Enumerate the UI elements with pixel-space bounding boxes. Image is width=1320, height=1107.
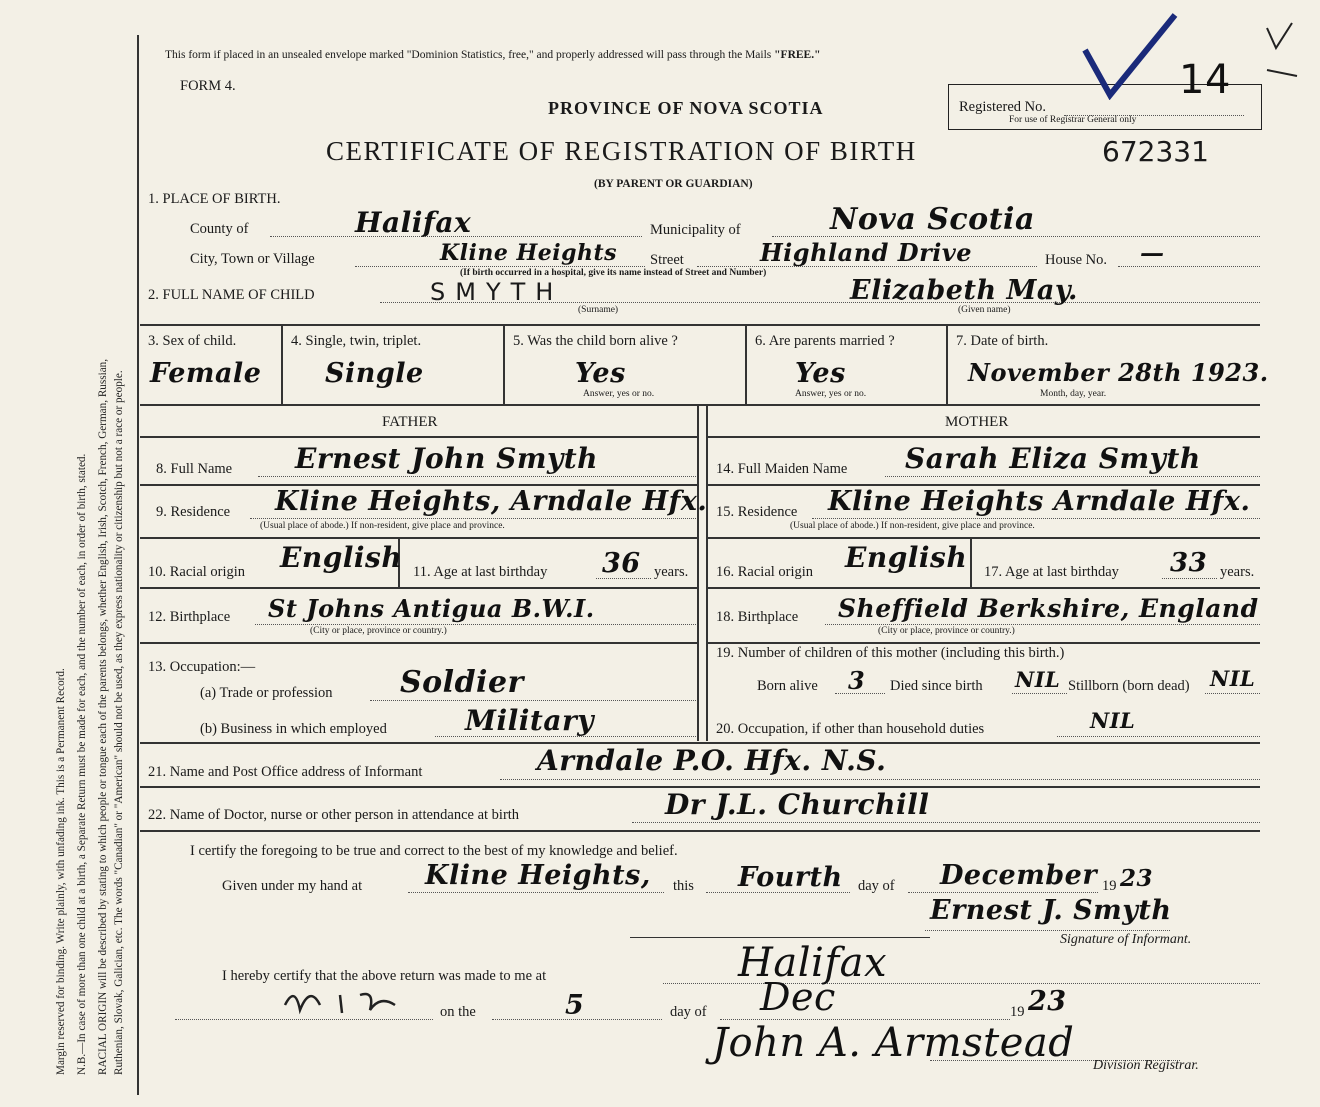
given-under-label: Given under my hand at — [222, 878, 363, 894]
margin-note-racial-origin: RACIAL ORIGIN will be described by stating to which people or tongue each of the parents belongs, whether English, Irish, Scotch, French, German, Russian, — [97, 358, 109, 1075]
mother-birthplace-line — [825, 624, 1260, 625]
doctor-label: 22. Name of Doctor, nurse or other person in attendance at birth — [148, 807, 520, 823]
father-heading: FATHER — [382, 414, 438, 430]
doctor-value: Dr J.L. Churchill — [665, 788, 930, 821]
mother-name-label: 14. Full Maiden Name — [716, 461, 848, 477]
mother-row-line-2 — [706, 537, 1260, 539]
mother-children-label: 19. Number of children of this mother (including this birth.) — [716, 645, 1065, 661]
given-place-line — [408, 892, 664, 893]
on-the-label: on the — [440, 1004, 476, 1020]
certificate-subtitle: (BY PARENT OR GUARDIAN) — [594, 178, 753, 190]
day-value: Fourth — [738, 862, 843, 893]
registrar-scribble-icon — [280, 975, 400, 1025]
father-name-label: 8. Full Name — [156, 461, 233, 477]
father-racial-value: English — [280, 541, 403, 574]
reg-month-value: Dec — [760, 975, 836, 1019]
hospital-note: (If birth occurred in a hospital, give its name instead of Street and Number) — [460, 268, 767, 278]
center-div-left — [697, 404, 699, 741]
form-number: FORM 4. — [180, 78, 236, 94]
mother-occupation-label: 20. Occupation, if other than household duties — [716, 721, 985, 737]
father-trade-label: (a) Trade or profession — [200, 685, 333, 701]
mother-racial-div — [970, 537, 972, 587]
registered-note: For use of Registrar General only — [1009, 115, 1137, 125]
mother-racial-label: 16. Racial origin — [716, 564, 814, 580]
father-row-line-3 — [140, 587, 697, 589]
province-heading: PROVINCE OF NOVA SCOTIA — [548, 98, 824, 118]
doctor-line — [632, 822, 1260, 823]
reg-year-prefix: 19 — [1010, 1004, 1025, 1020]
fm-head-line-r — [706, 436, 1260, 438]
this-label: this — [673, 878, 694, 894]
binding-margin-line — [137, 35, 139, 1095]
mother-occupation-line — [1057, 736, 1260, 737]
mother-age-line — [1162, 578, 1217, 579]
father-occupation-label: 13. Occupation:— — [148, 659, 256, 675]
mother-age-years: years. — [1220, 564, 1255, 580]
mother-age-value: 33 — [1170, 548, 1208, 578]
certification-top-line — [140, 830, 1260, 832]
street-label: Street — [650, 252, 684, 268]
father-residence-note: (Usual place of abode.) If non-resident, give place and province. — [260, 521, 505, 531]
child-name-label: 2. FULL NAME OF CHILD — [148, 287, 315, 303]
certify-statement: I certify the foregoing to be true and correct to the best of my knowledge and belief. — [190, 843, 678, 859]
father-age-value: 36 — [602, 548, 641, 579]
mother-birthplace-value: Sheffield Berkshire, England — [838, 594, 1259, 623]
reg-day-of-label: day of — [670, 1004, 707, 1020]
certificate-number: 672331 — [1102, 135, 1209, 168]
year-prefix: 19 — [1102, 878, 1117, 894]
mother-residence-value: Kline Heights Arndale Hfx. — [828, 486, 1251, 517]
check-mark-icon — [1080, 10, 1180, 100]
mother-residence-label: 15. Residence — [716, 504, 798, 520]
died-line — [1012, 693, 1067, 694]
registered-label: Registered No. — [959, 99, 1046, 115]
father-birthplace-label: 12. Birthplace — [148, 609, 231, 625]
alive-note: Answer, yes or no. — [583, 389, 655, 399]
year-value: 23 — [1120, 865, 1154, 892]
row3-bottom-line — [140, 404, 1260, 406]
father-business-value: Military — [465, 704, 595, 737]
dob-value: November 28th 1923. — [968, 358, 1269, 387]
day-of-label: day of — [858, 878, 895, 894]
city-label: City, Town or Village — [190, 251, 315, 267]
alive-value: Yes — [575, 358, 626, 389]
informant-signature-line — [925, 930, 1170, 931]
row3-div-3 — [745, 324, 747, 404]
mother-heading: MOTHER — [945, 414, 1009, 430]
house-label: House No. — [1045, 252, 1108, 268]
row3-div-1 — [281, 324, 283, 404]
sex-value: Female — [150, 358, 262, 389]
stillborn-label: Stillborn (born dead) — [1068, 678, 1190, 694]
stillborn-line — [1205, 693, 1260, 694]
married-label: 6. Are parents married ? — [755, 333, 895, 349]
single-value: Single — [325, 358, 424, 389]
sex-label: 3. Sex of child. — [148, 333, 237, 349]
child-surname: SMYTH — [430, 278, 564, 306]
mother-row-line-3 — [706, 587, 1260, 589]
row3-div-4 — [946, 324, 948, 404]
father-age-label: 11. Age at last birthday — [413, 564, 548, 580]
mail-notice: This form if placed in an unsealed envelope marked "Dominion Statistics, free," and properly addressed will pass through the Mails "FREE." — [165, 49, 821, 61]
father-residence-line — [250, 518, 696, 519]
mother-birthplace-label: 18. Birthplace — [716, 609, 799, 625]
house-value: — — [1140, 238, 1165, 267]
row3-div-2 — [503, 324, 505, 404]
city-value: Kline Heights — [440, 240, 618, 266]
died-label: Died since birth — [890, 678, 983, 694]
born-alive-label: Born alive — [757, 678, 818, 694]
father-business-label: (b) Business in which employed — [200, 721, 387, 737]
mother-birthplace-note: (City or place, province or country.) — [878, 626, 1015, 636]
street-value: Highland Drive — [760, 238, 973, 267]
reg-day-value: 5 — [565, 990, 585, 1021]
month-line — [908, 892, 1098, 893]
mother-residence-note: (Usual place of abode.) If non-resident, give place and province. — [790, 521, 1035, 531]
informant-value: Arndale P.O. Hfx. N.S. — [537, 744, 887, 777]
informant-signature: Ernest J. Smyth — [930, 895, 1172, 926]
place-of-birth-heading: 1. PLACE OF BIRTH. — [148, 191, 281, 207]
dob-label: 7. Date of birth. — [956, 333, 1049, 349]
stillborn-value: NIL — [1210, 666, 1256, 691]
municipality-label: Municipality of — [650, 222, 741, 238]
father-birthplace-value: St Johns Antigua B.W.I. — [268, 594, 595, 623]
mother-racial-value: English — [845, 541, 968, 574]
reg-year-value: 23 — [1028, 986, 1067, 1017]
registrar-top-line — [630, 937, 930, 938]
mother-occupation-value: NIL — [1090, 708, 1136, 733]
registrar-signature: John A. Armstead — [712, 1020, 1075, 1066]
died-value: NIL — [1015, 667, 1061, 692]
married-value: Yes — [795, 358, 846, 389]
father-racial-label: 10. Racial origin — [148, 564, 246, 580]
fm-head-line-l — [140, 436, 697, 438]
margin-note-racial-origin-cont: Ruthenian, Slovak, Galician, etc. The words "Canadian" or "American" should not be used, as they express nationality or citizenship but not a race or people. — [113, 370, 125, 1075]
given-place-value: Kline Heights, — [425, 860, 651, 891]
single-label: 4. Single, twin, triplet. — [291, 333, 422, 349]
alive-label: 5. Was the child born alive ? — [513, 333, 678, 349]
born-alive-value: 3 — [848, 666, 866, 695]
child-given-name: Elizabeth May. — [850, 275, 1078, 306]
mother-age-label: 17. Age at last birthday — [984, 564, 1119, 580]
informant-label: 21. Name and Post Office address of Informant — [148, 764, 423, 780]
county-value: Halifax — [355, 206, 472, 239]
margin-note-multiple-births: N.B.—In case of more than one child at a birth, a Separate Return must be made for each, and the number of each, in order of birth, stated. — [76, 453, 88, 1075]
father-birthplace-line — [255, 624, 696, 625]
child-given-note: (Given name) — [958, 305, 1011, 315]
registrar-place: Halifax — [738, 940, 888, 986]
county-label: County of — [190, 221, 249, 237]
dob-note: Month, day, year. — [1040, 389, 1107, 399]
father-birthplace-note: (City or place, province or country.) — [310, 626, 447, 636]
informant-signature-label: Signature of Informant. — [1060, 932, 1192, 947]
father-row-line-4 — [140, 642, 697, 644]
father-row-line-2 — [140, 537, 697, 539]
mother-name-line — [885, 476, 1260, 477]
father-name-value: Ernest John Smyth — [295, 442, 599, 475]
married-note: Answer, yes or no. — [795, 389, 867, 399]
tick-mark-icon — [1262, 18, 1302, 78]
father-name-line — [258, 476, 696, 477]
father-trade-line — [370, 700, 696, 701]
informant-line — [500, 779, 1260, 780]
month-value: December — [940, 860, 1098, 891]
center-div-right — [706, 404, 708, 741]
mother-residence-line — [812, 518, 1260, 519]
mother-name-value: Sarah Eliza Smyth — [905, 442, 1201, 475]
father-residence-value: Kline Heights, Arndale Hfx. — [275, 486, 708, 517]
row3-top-line — [140, 324, 1260, 326]
father-residence-label: 9. Residence — [156, 504, 231, 520]
margin-note-binding: Margin reserved for binding. Write plainly, with unfading ink. This is a Permanent Record. — [55, 668, 67, 1075]
mother-row-line-4 — [706, 642, 1260, 644]
city-line — [355, 266, 645, 267]
registrar-statement: I hereby certify that the above return was made to me at — [222, 968, 547, 984]
father-age-years: years. — [654, 564, 689, 580]
municipality-value: Nova Scotia — [830, 202, 1035, 237]
division-registrar-label: Division Registrar. — [1093, 1058, 1199, 1073]
father-trade-value: Soldier — [400, 665, 524, 700]
registered-value: 14 — [1179, 57, 1231, 103]
certificate-title: CERTIFICATE OF REGISTRATION OF BIRTH — [326, 136, 917, 166]
child-surname-note: (Surname) — [578, 305, 619, 315]
